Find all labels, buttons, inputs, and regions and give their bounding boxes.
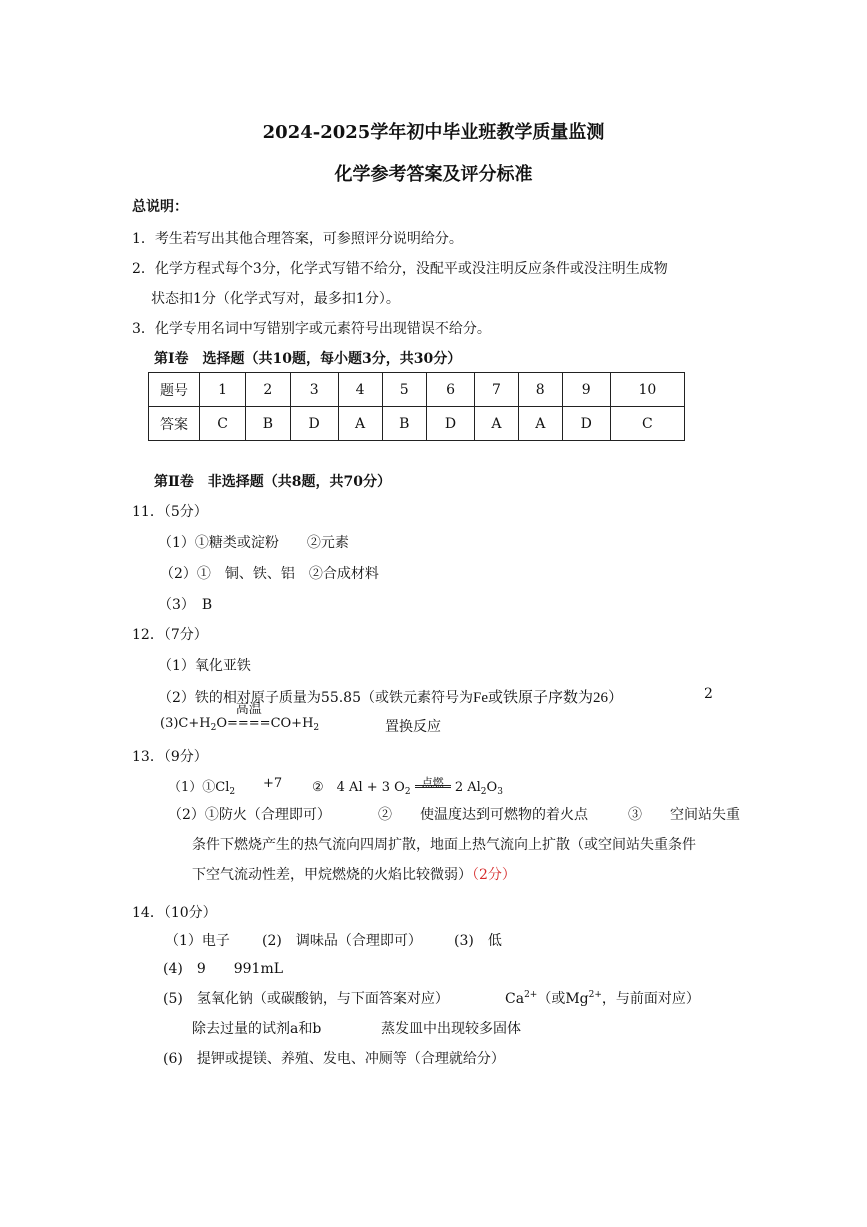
table-cell: 3 <box>290 373 338 407</box>
q13-header: 13．（9分） <box>132 749 208 765</box>
ion-charge: 2+ <box>524 990 538 1000</box>
score-note: （2分） <box>472 867 516 883</box>
eq-text: ② 4 Al + 3 O <box>312 780 405 795</box>
eq-text: (3)C+H <box>160 716 211 731</box>
eq-text: （1）①Cl <box>168 780 230 795</box>
ion-text: ，与前面对应） <box>601 991 700 1007</box>
document-title: 2024-2025学年初中毕业班教学质量监测 <box>262 122 605 143</box>
q14-line-5: (6) 提钾或提镁、养殖、发电、冲厕等（合理就给分） <box>163 1051 505 1067</box>
q13-valence: +7 <box>263 776 283 791</box>
eq-condition-label: 点燃 <box>421 776 444 789</box>
part1-heading: 第Ⅰ卷 选择题（共10题，每小题3分，共30分） <box>154 351 462 367</box>
eq-text: O <box>216 716 227 731</box>
eq-condition-label: 高温 <box>235 702 262 717</box>
q13-line-1 <box>168 776 235 797</box>
eq-subscript: 3 <box>497 787 503 797</box>
eq-subscript: 2 <box>480 787 487 797</box>
q11-header: 11．（5分） <box>132 504 208 520</box>
table-cell: 10 <box>610 373 684 407</box>
q12-equation <box>160 702 320 733</box>
general-note-3: 3．化学专用名词中写错别字或元素符号出现错误不给分。 <box>132 321 491 337</box>
table-cell: C <box>610 407 684 441</box>
table-cell: 6 <box>426 373 474 407</box>
eq-subscript: 2 <box>229 787 236 797</box>
table-row-numbers <box>149 373 685 407</box>
eq-condition <box>415 776 451 795</box>
q12-line-2-text: （2）铁的相对原子质量为55.85（或铁元素符号为 <box>158 690 473 706</box>
q14-header: 14．（10分） <box>132 905 217 921</box>
table-cell: D <box>562 407 610 441</box>
table-cell: A <box>518 407 562 441</box>
table-row-label: 答案 <box>149 407 200 441</box>
ion-text: Ca <box>505 991 525 1007</box>
document-subtitle: 化学参考答案及评分标准 <box>334 164 533 185</box>
ion-charge: 2+ <box>588 990 602 1000</box>
general-heading: 总说明： <box>132 199 188 215</box>
general-note-2: 2．化学方程式每个3分，化学式写错不给分，没配平或没注明反应条件或没注明生成物 <box>132 261 668 277</box>
q14-line-4a: 除去过量的试剂a和b <box>192 1021 322 1037</box>
eq-subscript: 2 <box>404 787 411 797</box>
general-note-1: 1．考生若写出其他合理答案，可参照评分说明给分。 <box>132 231 463 247</box>
q13-line-4 <box>192 864 516 884</box>
q14-line-1a: （1）电子 <box>165 933 230 949</box>
q13-line-2a: （2）①防火（合理即可） <box>168 807 331 823</box>
table-cell: D <box>426 407 474 441</box>
eq-sign: ==== <box>227 716 271 731</box>
q11-line-2: （2）① 铜、铁、铝 ②合成材料 <box>160 566 379 582</box>
table-row-label: 题号 <box>149 373 200 407</box>
q13-line-2c: ③ 空间站失重 <box>628 807 740 823</box>
ion-text: （或Mg <box>537 991 589 1007</box>
q11-line-3: （3） B <box>158 597 213 613</box>
q14-line-1c: (3) 低 <box>454 933 502 949</box>
table-cell: 2 <box>246 373 290 407</box>
q12-line-2-answer: 2 <box>704 686 713 702</box>
q14-line-3b <box>505 988 700 1008</box>
eq-condition <box>227 702 271 731</box>
q11-line-1: （1）①糖类或淀粉 ②元素 <box>158 535 349 551</box>
table-cell: 4 <box>338 373 382 407</box>
table-cell: 7 <box>475 373 519 407</box>
table-cell: A <box>475 407 519 441</box>
table-cell: C <box>200 407 246 441</box>
q14-line-4b: 蒸发皿中出现较多固体 <box>381 1021 521 1037</box>
q13-line-3: 条件下燃烧产生的热气流向四周扩散，地面上热气流向上扩散（或空间站失重条件 <box>192 837 696 853</box>
q12-line-2-text-b: Fe或铁原子序数为26） <box>473 690 624 706</box>
eq-subscript: 2 <box>210 723 217 733</box>
q14-line-1b: (2) 调味品（合理即可） <box>262 933 422 949</box>
q12-reaction-type: 置换反应 <box>385 719 441 735</box>
table-cell: B <box>246 407 290 441</box>
q13-line-2b: ② 使温度达到可燃物的着火点 <box>378 807 588 823</box>
q14-line-3a: (5) 氢氧化钠（或碳酸钠，与下面答案对应） <box>163 991 449 1007</box>
table-cell: A <box>338 407 382 441</box>
eq-text: 2 Al <box>454 780 481 795</box>
table-row-answers <box>149 407 685 441</box>
q13-equation <box>312 776 503 797</box>
eq-subscript: 2 <box>313 723 320 733</box>
eq-text: CO+H <box>270 716 314 731</box>
q12-header: 12．（7分） <box>132 627 208 643</box>
eq-text: O <box>486 780 498 795</box>
part2-heading: 第Ⅱ卷 非选择题（共8题，共70分） <box>154 474 392 490</box>
q14-line-2: (4) 9 991mL <box>163 961 284 977</box>
table-cell: D <box>290 407 338 441</box>
q13-line-4-text: 下空气流动性差，甲烷燃烧的火焰比较微弱） <box>192 867 472 883</box>
table-cell: B <box>382 407 426 441</box>
general-note-2-cont: 状态扣1分（化学式写对，最多扣1分）。 <box>151 291 400 307</box>
table-cell: 8 <box>518 373 562 407</box>
table-cell: 5 <box>382 373 426 407</box>
answer-table <box>148 372 685 441</box>
table-cell: 1 <box>200 373 246 407</box>
table-cell: 9 <box>562 373 610 407</box>
q12-line-1: （1）氧化亚铁 <box>158 658 251 674</box>
